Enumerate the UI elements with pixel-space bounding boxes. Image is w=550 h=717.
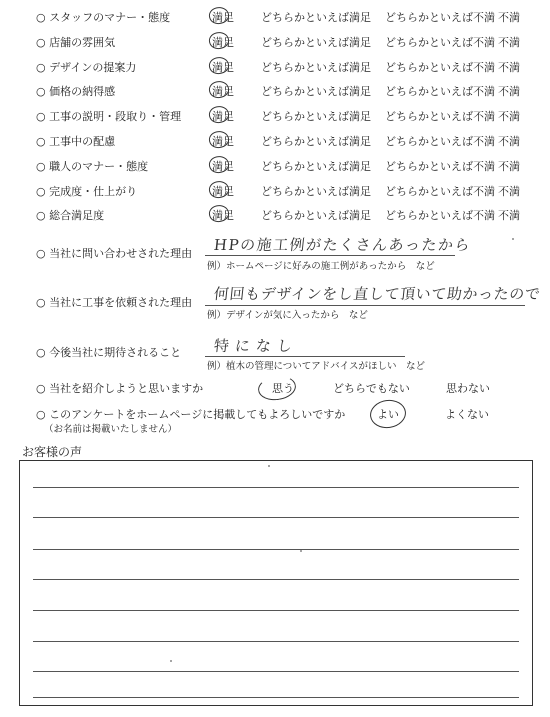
rating-option-somewhat-dissatisfied[interactable]: どちらかといえば不満: [385, 209, 495, 222]
voice-line: [33, 549, 519, 550]
rating-option-satisfied[interactable]: 満足: [212, 185, 234, 198]
rating-option-satisfied[interactable]: 満足: [212, 209, 234, 222]
rating-option-somewhat-dissatisfied[interactable]: どちらかといえば不満: [385, 11, 495, 24]
rating-label: ○ 完成度・仕上がり: [36, 185, 138, 198]
rating-option-somewhat-satisfied[interactable]: どちらかといえば満足: [261, 185, 371, 198]
publish-selection-mark: [368, 398, 408, 431]
rating-option-somewhat-satisfied[interactable]: どちらかといえば満足: [261, 160, 371, 173]
publish-note: （お名前は掲載いたしません）: [44, 424, 178, 435]
rating-option-somewhat-dissatisfied[interactable]: どちらかといえば不満: [385, 36, 495, 49]
expectation-answer[interactable]: 特になし: [213, 337, 299, 355]
rating-label: ○ デザインの提案力: [36, 61, 137, 74]
order-reason-label: ○ 当社に工事を依頼された理由: [36, 296, 193, 309]
order-reason-underline: [205, 305, 525, 306]
rating-option-satisfied[interactable]: 満足: [212, 36, 234, 49]
rating-option-somewhat-satisfied[interactable]: どちらかといえば満足: [261, 36, 371, 49]
rating-option-somewhat-satisfied[interactable]: どちらかといえば満足: [261, 209, 371, 222]
referral-selection-mark: [257, 373, 298, 402]
voice-line: [33, 671, 519, 672]
rating-option-somewhat-satisfied[interactable]: どちらかといえば満足: [261, 85, 371, 98]
rating-option-somewhat-satisfied[interactable]: どちらかといえば満足: [261, 11, 371, 24]
rating-option-somewhat-dissatisfied[interactable]: どちらかといえば不満: [385, 135, 495, 148]
expectation-underline: [205, 356, 405, 357]
publish-option-no[interactable]: よくない: [445, 408, 489, 421]
rating-option-dissatisfied[interactable]: 不満: [498, 11, 520, 24]
rating-label: ○ 価格の納得感: [36, 85, 116, 98]
rating-option-satisfied[interactable]: 満足: [212, 160, 234, 173]
rating-option-satisfied[interactable]: 満足: [212, 85, 234, 98]
rating-option-dissatisfied[interactable]: 不満: [498, 61, 520, 74]
rating-option-somewhat-dissatisfied[interactable]: どちらかといえば不満: [385, 61, 495, 74]
voice-line: [33, 697, 519, 698]
rating-option-somewhat-satisfied[interactable]: どちらかといえば満足: [261, 110, 371, 123]
rating-option-satisfied[interactable]: 満足: [212, 135, 234, 148]
expectation-label: ○ 今後当社に期待されること: [36, 346, 182, 359]
rating-option-satisfied[interactable]: 満足: [212, 110, 234, 123]
voice-line: [33, 579, 519, 580]
rating-label: ○ 総合満足度: [36, 209, 105, 222]
voice-line: [33, 517, 519, 518]
inquiry-reason-underline: [205, 255, 455, 256]
rating-option-somewhat-satisfied[interactable]: どちらかといえば満足: [261, 135, 371, 148]
scan-speck: [170, 660, 172, 662]
order-reason-answer[interactable]: 何回もデザインをし直して頂いて助かったので: [213, 285, 542, 303]
publish-label: ○ このアンケートをホームページに掲載してもよろしいですか: [36, 408, 346, 421]
referral-label: ○ 当社を紹介しようと思いますか: [36, 382, 204, 395]
expectation-example: 例）植木の管理についてアドバイスがほしい など: [207, 361, 426, 372]
rating-option-somewhat-dissatisfied[interactable]: どちらかといえば不満: [385, 110, 495, 123]
rating-option-dissatisfied[interactable]: 不満: [498, 135, 520, 148]
inquiry-reason-answer[interactable]: HPの施工例がたくさんあったから: [213, 236, 472, 254]
rating-label: ○ 工事の説明・段取り・管理: [36, 110, 182, 123]
rating-option-dissatisfied[interactable]: 不満: [498, 185, 520, 198]
inquiry-reason-label: ○ 当社に問い合わせされた理由: [36, 247, 193, 260]
referral-option-no[interactable]: 思わない: [446, 382, 490, 395]
rating-label: ○ スタッフのマナー・態度: [36, 11, 171, 24]
rating-option-dissatisfied[interactable]: 不満: [498, 36, 520, 49]
rating-label: ○ 職人のマナー・態度: [36, 160, 149, 173]
scan-speck: [512, 238, 514, 240]
scan-speck: [268, 465, 270, 467]
voice-line: [33, 487, 519, 488]
rating-option-dissatisfied[interactable]: 不満: [498, 110, 520, 123]
rating-option-somewhat-dissatisfied[interactable]: どちらかといえば不満: [385, 85, 495, 98]
rating-label: ○ 店舗の雰囲気: [36, 36, 116, 49]
publish-option-yes[interactable]: よい: [377, 408, 399, 421]
voice-line: [33, 641, 519, 642]
referral-option-neutral[interactable]: どちらでもない: [333, 382, 410, 395]
referral-option-yes[interactable]: 思う: [272, 382, 294, 395]
rating-option-somewhat-dissatisfied[interactable]: どちらかといえば不満: [385, 160, 495, 173]
order-reason-example: 例）デザインが気に入ったから など: [207, 310, 368, 321]
rating-option-somewhat-dissatisfied[interactable]: どちらかといえば不満: [385, 185, 495, 198]
rating-option-satisfied[interactable]: 満足: [212, 61, 234, 74]
rating-option-somewhat-satisfied[interactable]: どちらかといえば満足: [261, 61, 371, 74]
rating-option-dissatisfied[interactable]: 不満: [498, 85, 520, 98]
voice-title: お客様の声: [22, 445, 83, 459]
inquiry-reason-example: 例）ホームページに好みの施工例があったから など: [207, 261, 435, 272]
scan-speck: [300, 550, 302, 552]
voice-line: [33, 610, 519, 611]
voice-box[interactable]: [19, 460, 533, 706]
rating-option-dissatisfied[interactable]: 不満: [498, 160, 520, 173]
rating-option-dissatisfied[interactable]: 不満: [498, 209, 520, 222]
rating-label: ○ 工事中の配慮: [36, 135, 116, 148]
rating-option-satisfied[interactable]: 満足: [212, 11, 234, 24]
